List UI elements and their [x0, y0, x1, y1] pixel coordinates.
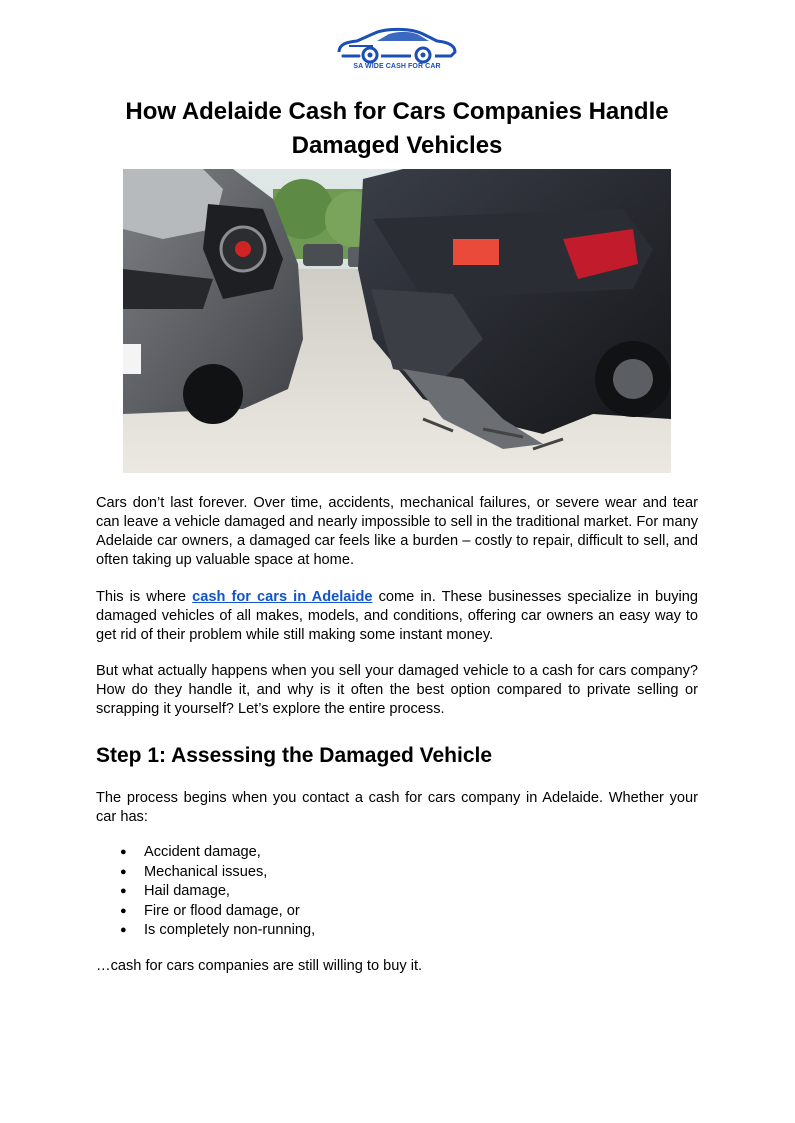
list-item-text: Fire or flood damage, or [144, 902, 300, 919]
list-item-text: Is completely non-running, [144, 922, 316, 938]
list-item [96, 882, 315, 902]
step1-closing: …cash for cars companies are still willing to buy it. [96, 958, 423, 974]
damaged-cars-photo [123, 169, 671, 473]
bullet-icon: ● [120, 904, 127, 917]
bullet-icon: ● [120, 924, 127, 936]
paragraph-text: come in. These businesses specialize in buying damaged vehicles of all makes, models, and conditions, offering car owners an easy way to get rid of their problem while still making some instant money. [96, 589, 699, 643]
list-item-text: Mechanical issues, [144, 863, 268, 880]
intro-paragraph-1: Cars don’t last forever. Over time, accidents, mechanical failures, or severe wear and tear can leave a vehicle damaged and nearly impossible to sell in the traditional market. For many Adelaide car owners, a damaged car feels like a burden – costly to repair, difficult to sell, and often taking up valuable space at home. [96, 495, 698, 568]
list-item-text: Accident damage, [144, 844, 261, 860]
site-logo [333, 24, 461, 74]
intro-paragraph-2 [96, 588, 698, 645]
intro-paragraph-3: But what actually happens when you sell your damaged vehicle to a cash for cars company? How do they handle it, and why is it often the best option compared to private selling or scrapping it yourself? Let’s explore the entire process. [96, 663, 698, 717]
cash-for-cars-link[interactable]: cash for cars in Adelaide [192, 589, 373, 605]
list-item [96, 921, 315, 941]
bullet-icon: ● [120, 885, 127, 897]
list-item [96, 843, 315, 863]
car-logo-icon [333, 24, 461, 64]
bullet-icon: ● [120, 846, 127, 858]
damage-list [96, 843, 315, 941]
list-item-text: Hail damage, [144, 883, 230, 899]
logo-text: SA WIDE CASH FOR CAR [353, 63, 441, 70]
page-title: How Adelaide Cash for Cars Companies Handle Damaged Vehicles [125, 98, 669, 159]
step1-lead: The process begins when you contact a cash for cars company in Adelaide. Whether your car has: [96, 790, 698, 825]
step1-heading: Step 1: Assessing the Damaged Vehicle [96, 744, 493, 767]
list-item [96, 902, 315, 922]
paragraph-text: This is where [96, 589, 193, 605]
list-item [96, 863, 315, 883]
bullet-icon: ● [120, 865, 127, 878]
